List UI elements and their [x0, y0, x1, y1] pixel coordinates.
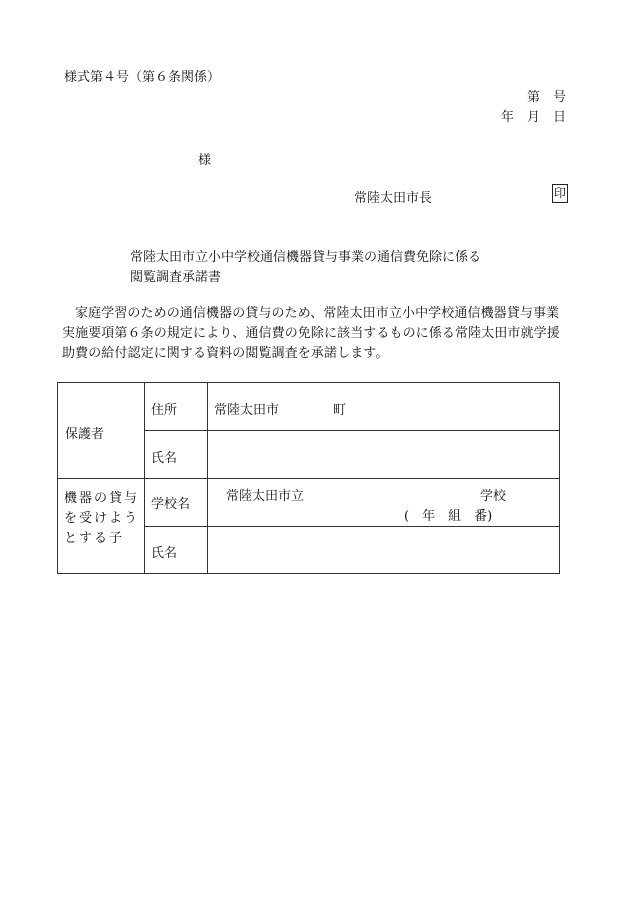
document-number-field: 第 号	[527, 90, 567, 105]
grade-class-number: ( 年 組 番)	[404, 509, 493, 524]
sender-mayor: 常陸太田市長	[354, 191, 433, 206]
guardian-label: 保護者	[65, 427, 105, 442]
form-number: 様式第４号（第６条関係）	[64, 70, 221, 85]
document-title-line-2: 閲覧調査承諾書	[130, 270, 222, 285]
consent-body-text: 家庭学習のための通信機器の貸与のため、常陸太田市立小中学校通信機器貸与事業実施要項第６条の規定により、通信費の免除に該当するものに係る常陸太田市就学援助費の給付認定に関する資料の閲覧調査を承諾します。	[62, 306, 560, 361]
address-label: 住所	[151, 403, 178, 418]
address-city: 常陸太田市	[214, 403, 280, 418]
document-date-field: 年 月 日	[501, 110, 567, 125]
seal-mark: 印	[552, 184, 568, 203]
consent-table	[57, 382, 560, 574]
addressee-honorific: 様	[198, 153, 212, 168]
guardian-name-label: 氏名	[151, 451, 178, 466]
child-name-label: 氏名	[151, 546, 178, 561]
address-town-suffix: 町	[333, 403, 347, 418]
table-divider	[144, 430, 559, 431]
table-divider	[58, 478, 559, 479]
school-name-suffix: 学校	[480, 489, 507, 504]
school-name-prefix: 常陸太田市立	[226, 489, 305, 504]
document-title-line-1: 常陸太田市立小中学校通信機器貸与事業の通信費免除に係る	[130, 250, 482, 265]
school-name-label: 学校名	[151, 497, 191, 512]
table-divider	[144, 526, 559, 527]
child-label: 機器の貸与を受けようとする子	[64, 491, 140, 546]
